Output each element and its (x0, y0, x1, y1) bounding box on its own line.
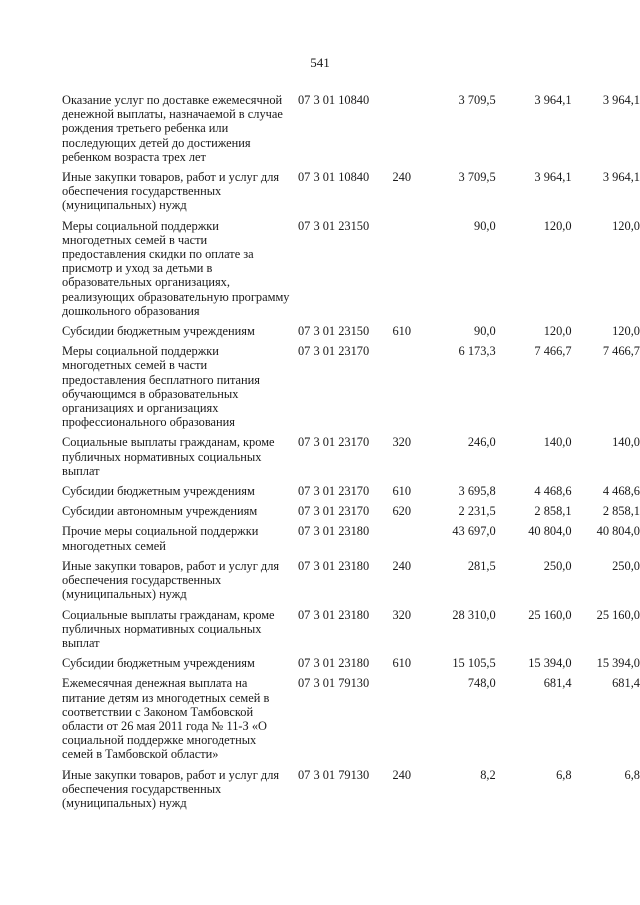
row-name: Оказание услуг по доставке ежемесячной денежной выплаты, назначаемой в случае рождения третьего ребенка или последующих детей до достижения ребенком возраста трех лет (62, 93, 283, 164)
row-value-2020: 4 468,6 (534, 484, 572, 499)
row-value-2021: 120,0 (612, 324, 640, 339)
row-value-2019: 15 105,5 (452, 656, 496, 671)
row-code: 07 3 01 10840 (297, 93, 370, 107)
row-value-2021: 3 964,1 (602, 93, 640, 107)
row-type: 240 (392, 170, 412, 185)
row-value-2021: 7 466,7 (602, 344, 640, 359)
row-value-2019: 90,0 (474, 218, 496, 233)
table-row (62, 93, 640, 170)
row-value-2021: 140,0 (612, 435, 640, 450)
row-value-2020: 120,0 (543, 218, 572, 233)
table-row (62, 344, 640, 435)
row-code: 07 3 01 23150 (297, 218, 370, 233)
row-type (392, 219, 425, 324)
row-code: 07 3 01 23170 (297, 504, 370, 519)
row-name: Меры социальной поддержки многодетных семей в части предоставления бесплатного питания обучающимся в образовательных организациях и организациях профессионального образования (62, 344, 261, 430)
row-value-2019: 3 695,8 (458, 484, 496, 499)
row-code: 07 3 01 23180 (297, 656, 370, 671)
row-type: 610 (392, 324, 412, 339)
row-code: 07 3 01 23170 (297, 435, 370, 450)
row-value-2021: 3 964,1 (602, 170, 640, 185)
row-name: Социальные выплаты гражданам, кроме публичных нормативных социальных выплат (62, 435, 275, 478)
row-value-2020: 25 160,0 (528, 607, 572, 622)
row-value-2020: 6,8 (556, 767, 572, 782)
row-value-2020: 3 964,1 (534, 93, 572, 107)
row-type (392, 93, 425, 170)
row-type: 320 (392, 607, 412, 622)
row-value-2020: 2 858,1 (534, 504, 572, 519)
row-name: Ежемесячная денежная выплата на питание детям из многодетных семей в соответствии с Законом Тамбовской области от 26 мая 2011 года № 11-З «О социальной поддержке многодетных семей в Тамбовской области» (62, 676, 270, 762)
row-code: 07 3 01 23170 (297, 344, 370, 359)
row-type: 320 (392, 435, 412, 450)
row-value-2019: 281,5 (467, 558, 496, 573)
row-value-2019: 43 697,0 (452, 524, 496, 539)
row-name: Меры социальной поддержки многодетных семей в части предоставления скидки по оплате за присмотр и уход за детьми в образовательных организациях, реализующих образовательную программу дошкольного образования (62, 218, 290, 318)
row-name: Субсидии автономным учреждениям (62, 504, 258, 519)
row-value-2019: 3 709,5 (458, 93, 496, 107)
row-value-2020: 15 394,0 (528, 656, 572, 671)
table-row (62, 435, 640, 484)
row-type: 610 (392, 484, 412, 499)
row-value-2019: 90,0 (474, 324, 496, 339)
row-name: Субсидии бюджетным учреждениям (62, 484, 255, 499)
row-type: 240 (392, 558, 412, 573)
row-name: Субсидии бюджетным учреждениям (62, 656, 255, 671)
row-value-2020: 3 964,1 (534, 170, 572, 185)
table-row (62, 656, 640, 676)
row-value-2021: 120,0 (612, 218, 640, 233)
table-row (62, 219, 640, 324)
row-value-2020: 7 466,7 (534, 344, 572, 359)
table-row (62, 524, 640, 558)
row-name: Субсидии бюджетным учреждениям (62, 324, 255, 339)
row-type: 610 (392, 656, 412, 671)
table-row (62, 559, 640, 608)
row-value-2019: 3 709,5 (458, 170, 496, 185)
row-value-2021: 681,4 (612, 676, 640, 691)
row-value-2019: 2 231,5 (458, 504, 496, 519)
row-value-2019: 6 173,3 (458, 344, 496, 359)
row-type: 240 (392, 767, 412, 782)
row-value-2020: 40 804,0 (528, 524, 572, 539)
row-value-2019: 246,0 (467, 435, 496, 450)
table-row (62, 324, 640, 344)
budget-table (62, 93, 640, 816)
row-value-2020: 140,0 (543, 435, 572, 450)
row-value-2021: 250,0 (612, 558, 640, 573)
row-code: 07 3 01 10840 (297, 170, 370, 185)
row-name: Социальные выплаты гражданам, кроме публичных нормативных социальных выплат (62, 607, 275, 650)
budget-table-body (62, 93, 640, 816)
table-row (62, 504, 640, 524)
row-code: 07 3 01 23180 (297, 524, 370, 539)
table-row (62, 170, 640, 219)
row-type: 620 (392, 504, 412, 519)
row-value-2021: 40 804,0 (596, 524, 640, 539)
row-value-2019: 28 310,0 (452, 607, 496, 622)
row-value-2021: 2 858,1 (602, 504, 640, 519)
row-type (392, 676, 425, 767)
row-name: Иные закупки товаров, работ и услуг для обеспечения государственных (муниципальных) нужд (62, 170, 280, 213)
row-code: 07 3 01 23150 (297, 324, 370, 339)
row-name: Иные закупки товаров, работ и услуг для обеспечения государственных (муниципальных) нужд (62, 558, 280, 602)
row-code: 07 3 01 23180 (297, 558, 370, 573)
row-code: 07 3 01 79130 (297, 676, 370, 691)
table-row (62, 768, 640, 817)
row-value-2021: 15 394,0 (596, 656, 640, 671)
table-row (62, 484, 640, 504)
row-value-2021: 4 468,6 (602, 484, 640, 499)
row-value-2020: 250,0 (543, 558, 572, 573)
row-code: 07 3 01 23180 (297, 607, 370, 622)
row-code: 07 3 01 79130 (297, 767, 370, 782)
row-name: Иные закупки товаров, работ и услуг для обеспечения государственных (муниципальных) нужд (62, 767, 280, 810)
page-number: 541 (310, 55, 330, 70)
row-name: Прочие меры социальной поддержки многодетных семей (62, 524, 259, 553)
row-value-2020: 120,0 (543, 324, 572, 339)
row-value-2021: 6,8 (624, 767, 640, 782)
row-value-2019: 8,2 (480, 767, 496, 782)
table-row (62, 608, 640, 657)
table-row (62, 676, 640, 767)
row-type (392, 344, 425, 435)
row-code: 07 3 01 23170 (297, 484, 370, 499)
row-type (392, 524, 425, 558)
row-value-2021: 25 160,0 (596, 607, 640, 622)
row-value-2019: 748,0 (467, 676, 496, 691)
row-value-2020: 681,4 (543, 676, 572, 691)
